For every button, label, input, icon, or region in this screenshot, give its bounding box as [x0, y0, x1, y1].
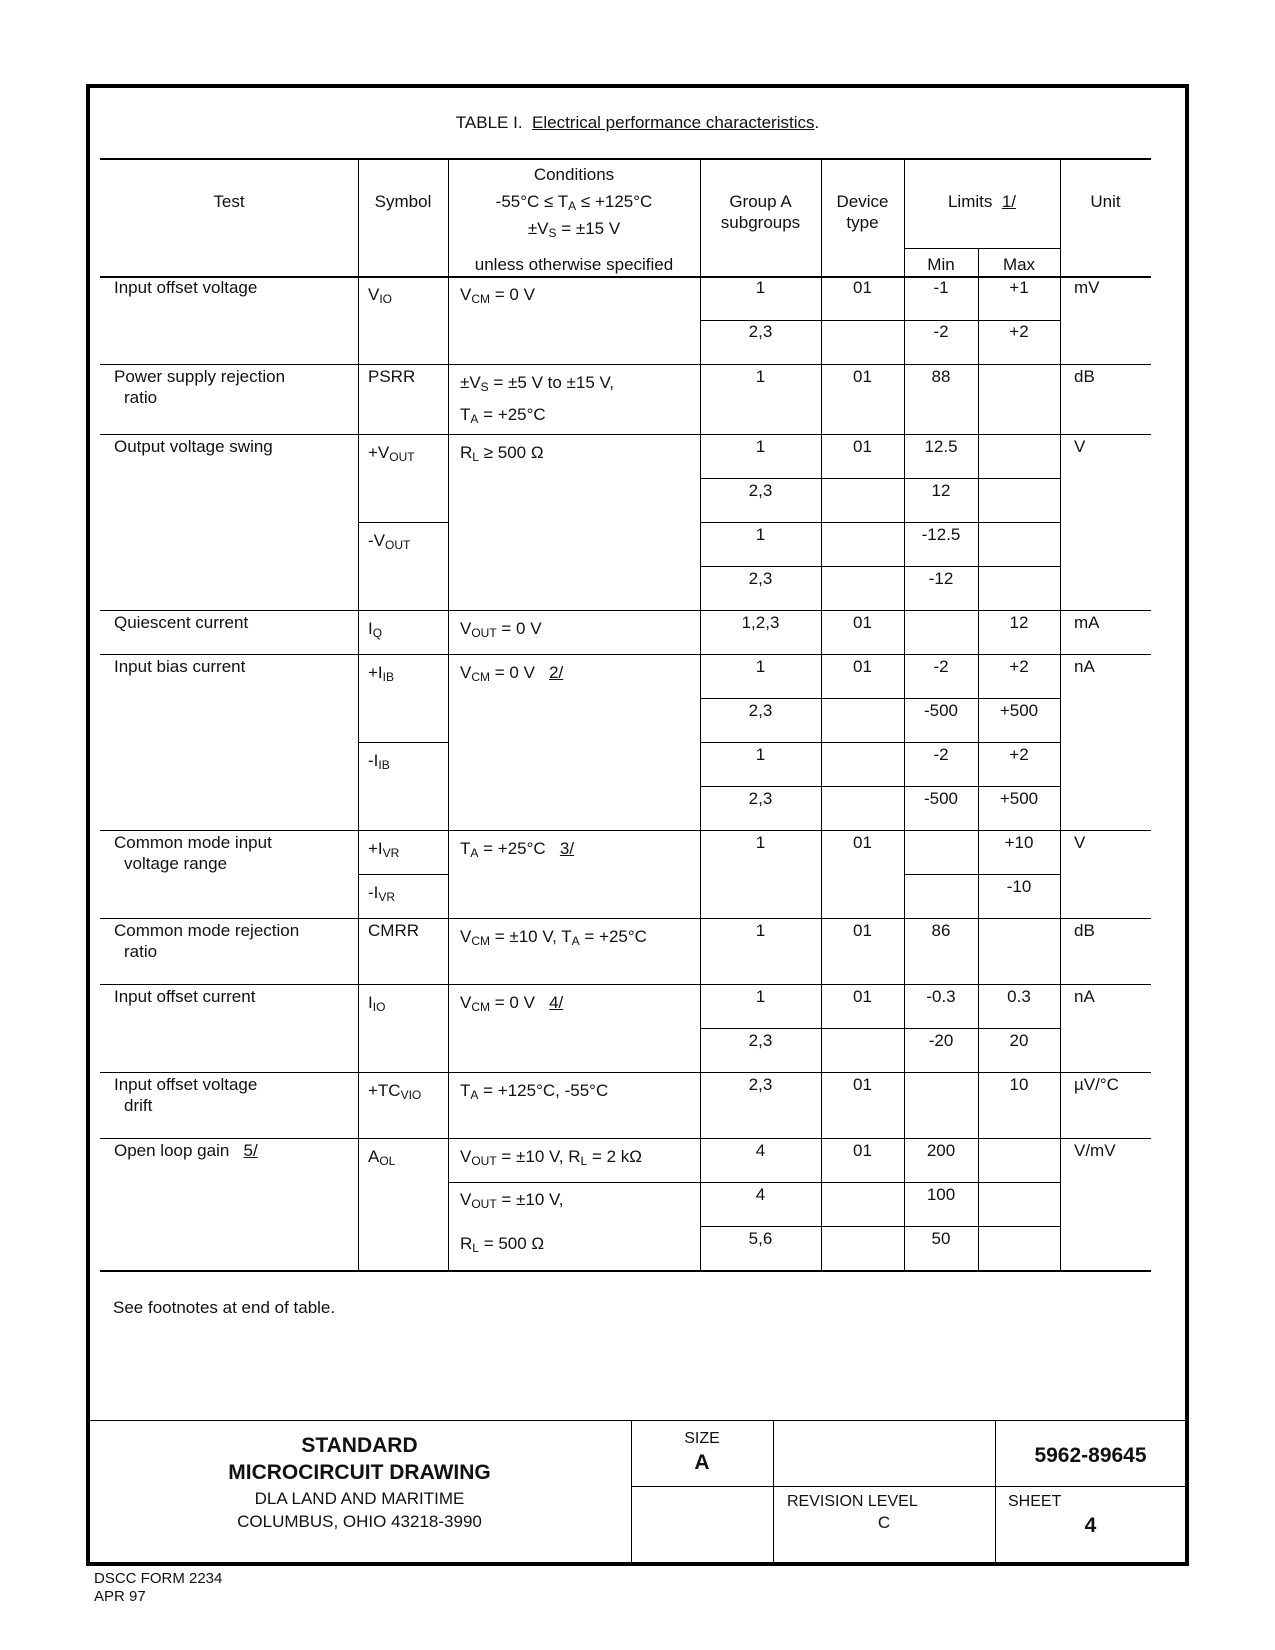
symbol: $-I_{IB}$ [368, 751, 390, 772]
subgroup: 4 [755, 1185, 766, 1204]
rule [904, 874, 1060, 875]
subgroup: 1,2,3 [741, 613, 780, 632]
rule [700, 786, 1060, 787]
test-name: Input offset current [114, 987, 256, 1006]
drawing-type-label: MICROCIRCUIT DRAWING [228, 1461, 491, 1484]
symbol: $+I_{VR}$ [368, 839, 400, 860]
title-block-mid [631, 1486, 1186, 1487]
device-type: 01 [853, 367, 872, 386]
condition: $R_L \ge 500$ Ω [460, 443, 544, 464]
subgroup: 1 [755, 367, 766, 386]
subgroup: 2,3 [748, 322, 773, 341]
test-name: Input offset voltage [114, 1075, 258, 1094]
test-name: Quiescent current [114, 613, 249, 632]
rule [100, 434, 1151, 435]
device-type: 01 [853, 921, 872, 940]
title-block-top [88, 1420, 1186, 1421]
header-subgroups: subgroups [720, 213, 801, 232]
condition: $T_A = +25^\circ C$ [460, 405, 546, 426]
subgroup: 2,3 [748, 569, 773, 588]
rule [700, 742, 1060, 743]
subgroup: 2,3 [748, 789, 773, 808]
limit-min: -20 [928, 1031, 954, 1050]
condition: $V_{OUT} = \pm 10$ V, [460, 1190, 564, 1211]
unit: nA [1074, 657, 1095, 676]
rule [448, 1182, 1060, 1183]
limit-min: 12 [931, 481, 951, 500]
test-name: Input offset voltage [114, 278, 258, 297]
sheet-value: 4 [1084, 1514, 1097, 1537]
subgroup: 2,3 [748, 701, 773, 720]
rule [700, 522, 1060, 523]
rule [700, 478, 1060, 479]
header-unit: Unit [1090, 192, 1121, 211]
subgroup: 2,3 [748, 481, 773, 500]
header-conditions: Conditions [533, 165, 615, 184]
header-conditions-supply: $\pm V_S = \pm 15$ V [527, 219, 621, 240]
rule [700, 1028, 1060, 1029]
condition: $V_{CM} = 0$ V 4/ [460, 993, 564, 1014]
limit-min: -2 [933, 657, 949, 676]
test-name: Common mode rejection [114, 921, 300, 940]
header-symbol: Symbol [374, 192, 432, 211]
header-device: Device [836, 192, 889, 211]
symbol: $A_{OL}$ [368, 1147, 396, 1168]
header-conditions-note: unless otherwise specified [474, 255, 674, 274]
col-rule [358, 158, 359, 1270]
form-number: DSCC FORM 2234 [94, 1570, 223, 1587]
header-test: Test [213, 192, 245, 211]
limit-max: 10 [1009, 1075, 1029, 1094]
limit-min: -2 [933, 745, 949, 764]
limit-max: -10 [1006, 877, 1032, 896]
test-name: Common mode input [114, 833, 272, 852]
form-date: APR 97 [94, 1588, 146, 1605]
subgroup: 1 [755, 833, 766, 852]
symbol: $-V_{OUT}$ [368, 531, 411, 552]
agency-label: DLA LAND AND MARITIME [254, 1489, 465, 1508]
unit: mV [1074, 278, 1100, 297]
header-limits: Limits 1/ [947, 192, 1017, 211]
limit-max: +10 [1004, 833, 1034, 852]
test-name: Power supply rejection [114, 367, 286, 386]
rule [100, 1138, 1151, 1139]
unit: dB [1074, 367, 1095, 386]
limit-min: -2 [933, 322, 949, 341]
subgroup: 1 [755, 987, 766, 1006]
symbol: $+V_{OUT}$ [368, 443, 415, 464]
revision-label: REVISION LEVEL [787, 1493, 918, 1510]
condition: $T_A = +125^\circ C$, -55°C [460, 1081, 609, 1102]
rule-header-top [100, 158, 1151, 160]
size-label: SIZE [684, 1430, 720, 1447]
limit-max: +500 [999, 789, 1039, 808]
unit: dB [1074, 921, 1095, 940]
rule-limits-split [904, 248, 1060, 249]
symbol: PSRR [368, 367, 416, 386]
symbol: $V_{IO}$ [368, 285, 393, 306]
limit-min: 88 [931, 367, 951, 386]
test-name: Output voltage swing [114, 437, 273, 456]
agency-address: COLUMBUS, OHIO 43218-3990 [237, 1512, 482, 1531]
rule [100, 830, 1151, 831]
header-max: Max [1002, 255, 1036, 274]
symbol: $+I_{IB}$ [368, 663, 394, 684]
condition: $V_{OUT} = \pm 10$ V, $R_L = 2$ kΩ [460, 1147, 642, 1168]
device-type: 01 [853, 1141, 872, 1160]
condition: $V_{CM} = \pm 10$ V, $T_A = +25^\circ C$ [460, 927, 647, 948]
page-border [86, 84, 1189, 1566]
header-conditions-temp: $-55^\circ C \le T_A \le +125^\circ C$ [495, 192, 653, 213]
standard-label: STANDARD [301, 1434, 418, 1457]
test-name-cont: ratio [124, 942, 158, 961]
rule [700, 1226, 1060, 1227]
title-block-divider [995, 1420, 996, 1562]
symbol: $I_Q$ [368, 619, 383, 640]
col-rule [821, 158, 822, 1270]
revision-value: C [877, 1513, 891, 1532]
footnote-reference: See footnotes at end of table. [113, 1298, 336, 1317]
limit-min: -500 [923, 789, 959, 808]
col-rule [448, 158, 449, 1270]
device-type: 01 [853, 833, 872, 852]
limit-min: 12.5 [924, 437, 958, 456]
header-type: type [846, 213, 879, 232]
symbol: $I_{IO}$ [368, 993, 386, 1014]
table-caption: TABLE I. Electrical performance characteristics. [455, 113, 820, 132]
limit-min: -12.5 [921, 525, 961, 544]
rule [700, 698, 1060, 699]
unit: mA [1074, 613, 1100, 632]
subgroup: 1 [755, 745, 766, 764]
limit-max: 0.3 [1007, 987, 1031, 1006]
subgroup: 4 [755, 1141, 766, 1160]
device-type: 01 [853, 987, 872, 1006]
rule [100, 1072, 1151, 1073]
condition: $R_L = 500$ Ω [460, 1234, 545, 1255]
rule [700, 566, 1060, 567]
symbol: CMRR [368, 921, 419, 940]
limit-min: 200 [926, 1141, 956, 1160]
rule [100, 364, 1151, 365]
test-name: Open loop gain 5/ [114, 1141, 258, 1160]
rule [100, 918, 1151, 919]
device-type: 01 [853, 613, 872, 632]
test-name: Input bias current [114, 657, 246, 676]
condition: $V_{CM} = 0$ V 2/ [460, 663, 564, 684]
limit-max: 20 [1009, 1031, 1029, 1050]
device-type: 01 [853, 657, 872, 676]
limit-max: +2 [1009, 322, 1029, 341]
subgroup: 1 [755, 437, 766, 456]
rule [358, 874, 448, 875]
limit-min: -500 [923, 701, 959, 720]
device-type: 01 [853, 278, 872, 297]
subgroup: 1 [755, 525, 766, 544]
rule [100, 984, 1151, 985]
rule [100, 610, 1151, 611]
limit-min: -0.3 [926, 987, 956, 1006]
limit-min: -12 [928, 569, 954, 588]
subgroup: 1 [755, 657, 766, 676]
device-type: 01 [853, 1075, 872, 1094]
limit-min: 50 [931, 1229, 951, 1248]
limit-min: 86 [931, 921, 951, 940]
test-name-cont: voltage range [124, 854, 228, 873]
condition: $V_{CM} = 0$ V [460, 285, 535, 306]
header-min: Min [927, 255, 955, 274]
rule-table-bottom [100, 1270, 1151, 1272]
test-name-cont: drift [124, 1096, 153, 1115]
unit: V [1074, 437, 1086, 456]
unit: nA [1074, 987, 1095, 1006]
condition: $\pm V_S = \pm 5$ V to ±15 V, [460, 373, 614, 394]
subgroup: 1 [755, 921, 766, 940]
unit: µV/°C [1074, 1075, 1119, 1094]
rule [358, 742, 448, 743]
unit: V [1074, 833, 1086, 852]
limit-max: +500 [999, 701, 1039, 720]
test-name-cont: ratio [124, 388, 158, 407]
condition: $V_{OUT} = 0$ V [460, 619, 542, 640]
rule [358, 522, 448, 523]
symbol: $+TC_{VIO}$ [368, 1081, 422, 1102]
subgroup: 5,6 [748, 1229, 773, 1248]
title-block-divider [773, 1420, 774, 1562]
rule [100, 654, 1151, 655]
subgroup: 2,3 [748, 1031, 773, 1050]
device-type: 01 [853, 437, 872, 456]
limit-min: 100 [926, 1185, 956, 1204]
symbol: $-I_{VR}$ [368, 883, 396, 904]
condition: $T_A = +25^\circ C$ 3/ [460, 839, 575, 860]
subgroup: 2,3 [748, 1075, 773, 1094]
limit-max: +2 [1009, 745, 1029, 764]
limit-min: -1 [933, 278, 949, 297]
col-rule [1060, 158, 1061, 1270]
sheet-label: SHEET [1008, 1493, 1062, 1510]
header-group-a: Group A [729, 192, 792, 211]
unit: V/mV [1074, 1141, 1116, 1160]
drawing-number: 5962-89645 [1034, 1444, 1147, 1467]
subgroup: 1 [755, 278, 766, 297]
size-value: A [694, 1451, 710, 1474]
limit-max: +2 [1009, 657, 1029, 676]
limit-max: +1 [1009, 278, 1029, 297]
limit-max: 12 [1009, 613, 1029, 632]
